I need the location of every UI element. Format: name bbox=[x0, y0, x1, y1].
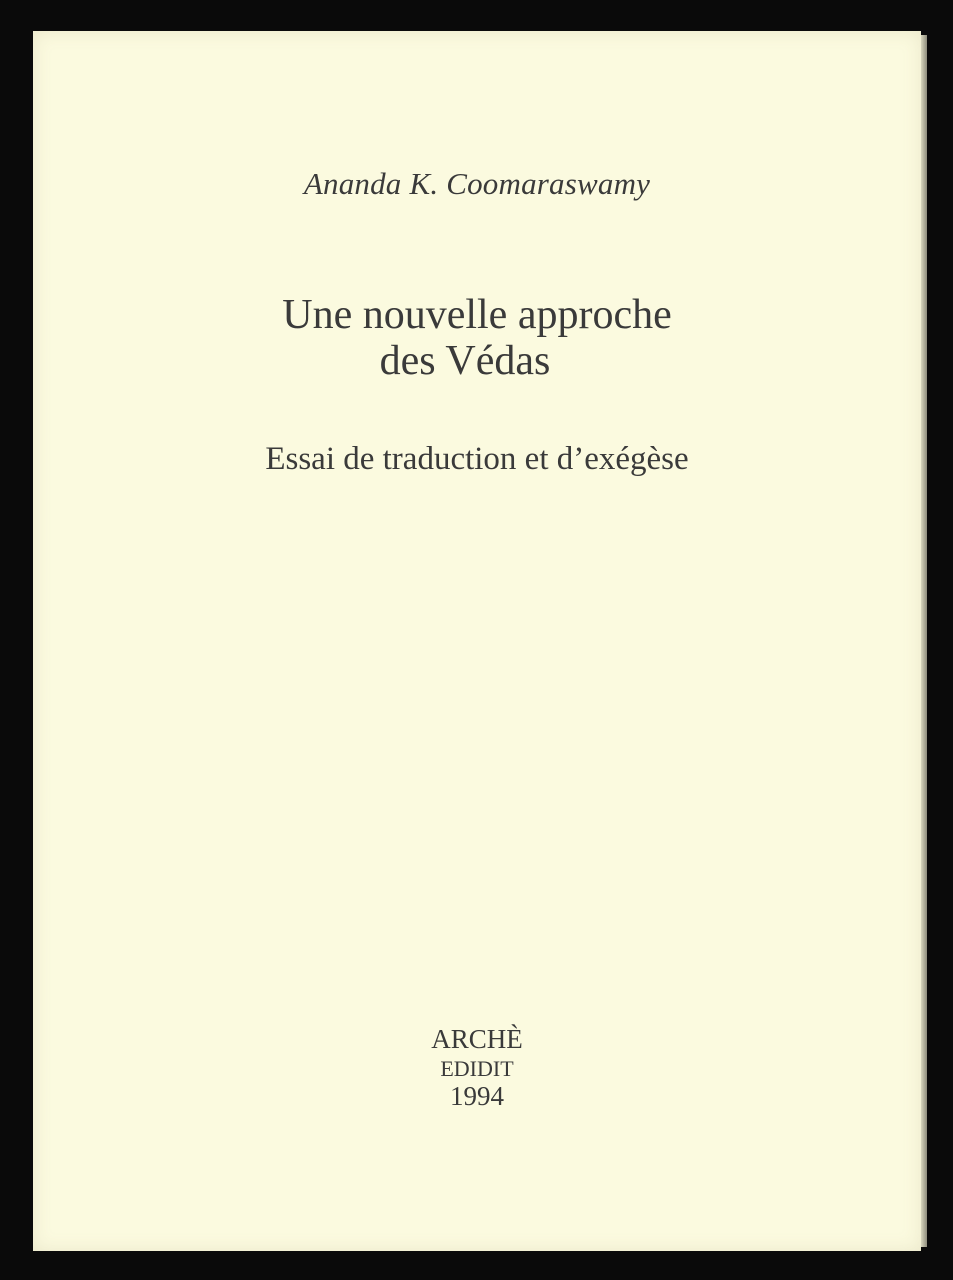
publisher-imprint: EDIDIT bbox=[440, 1056, 514, 1081]
book-cover bbox=[33, 31, 921, 1251]
publisher-name: ARCHÈ bbox=[431, 1024, 523, 1054]
publication-year: 1994 bbox=[450, 1081, 504, 1111]
book-subtitle: Essai de traduction et d’exégèse bbox=[265, 441, 689, 477]
book-title-line-1: Une nouvelle approche bbox=[282, 292, 672, 338]
author-name: Ananda K. Coomaraswamy bbox=[303, 166, 651, 201]
book-title-line-2: des Védas bbox=[379, 338, 551, 384]
